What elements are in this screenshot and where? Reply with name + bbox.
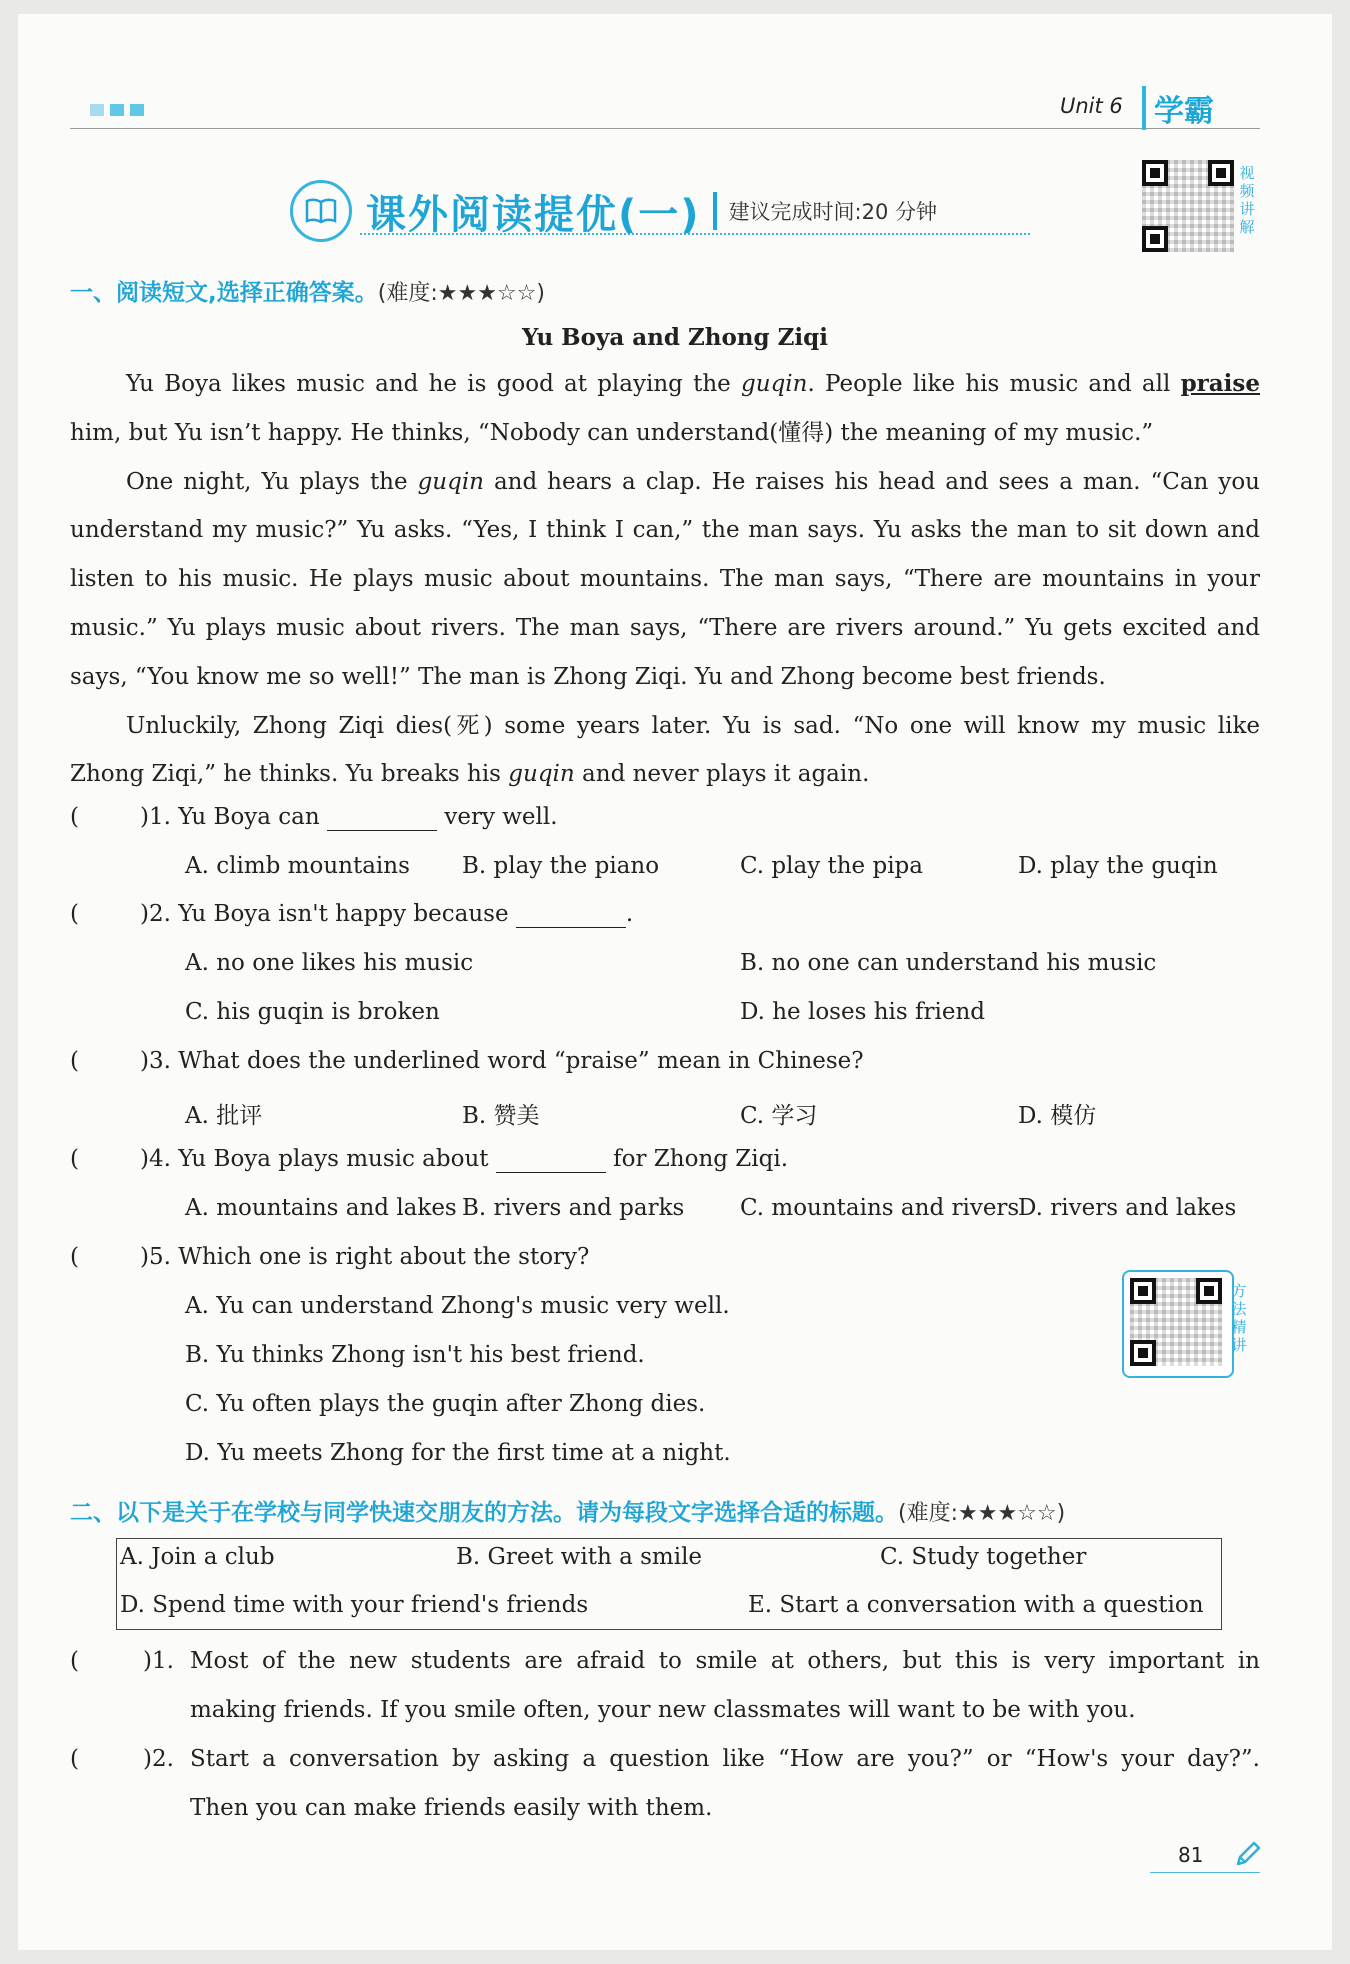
option-2b[interactable]: B. no one can understand his music: [740, 950, 1157, 976]
story-paragraph-3: Unluckily, Zhong Ziqi dies(死) some years later. Yu is sad. “No one will know my music like Zhong Ziqi,” he thinks. Yu breaks his guqin and never plays it again.: [70, 712, 1260, 788]
answer-bracket[interactable]: (: [70, 1244, 79, 1270]
heading-option-a: A. Join a club: [120, 1544, 275, 1570]
brand-logo: 学霸: [1142, 86, 1214, 130]
question-1: )1. Yu Boya can very well.: [140, 804, 558, 830]
difficulty-rating: (难度:★★★☆☆): [377, 281, 545, 306]
option-5c[interactable]: C. Yu often plays the guqin after Zhong dies.: [185, 1391, 706, 1417]
story-title: Yu Boya and Zhong Ziqi: [522, 324, 828, 351]
question-4: )4. Yu Boya plays music about for Zhong Ziqi.: [140, 1146, 789, 1172]
option-5b[interactable]: B. Yu thinks Zhong isn't his best friend.: [185, 1342, 645, 1368]
story-paragraph-1: Yu Boya likes music and he is good at playing the guqin. People like his music and all praise him, but Yu isn’t happy. He thinks, “Nobody can understand(懂得) the meaning of my music.”: [70, 370, 1260, 446]
answer-blank[interactable]: [327, 804, 437, 831]
answer-bracket[interactable]: (: [70, 1146, 79, 1172]
option-5d[interactable]: D. Yu meets Zhong for the first time at a night.: [185, 1440, 731, 1466]
heading-option-c: C. Study together: [880, 1544, 1087, 1570]
header-marks: [90, 104, 144, 116]
option-2c[interactable]: C. his guqin is broken: [185, 999, 440, 1025]
passage-2-line-1: Start a conversation by asking a question like “How are you?” or “How's your day?”.: [190, 1746, 1260, 1772]
page-number: 81: [1178, 1843, 1204, 1867]
section1-heading: [70, 274, 545, 307]
option-4c[interactable]: C. mountains and rivers: [740, 1195, 1020, 1221]
answer-bracket[interactable]: (: [70, 901, 79, 927]
option-3b[interactable]: B. 赞美: [462, 1103, 540, 1129]
qr-code-icon[interactable]: [1142, 160, 1234, 252]
option-4b[interactable]: B. rivers and parks: [462, 1195, 685, 1221]
question-5: )5. Which one is right about the story?: [140, 1244, 590, 1270]
answer-bracket[interactable]: (: [70, 1648, 79, 1674]
option-1d[interactable]: D. play the guqin: [1018, 853, 1218, 879]
question-3: )3. What does the underlined word “praise” mean in Chinese?: [140, 1048, 864, 1074]
heading-option-b: B. Greet with a smile: [456, 1544, 703, 1570]
qr-label-method: 方法精讲: [1231, 1282, 1247, 1354]
qr-label-video: 视频讲解: [1239, 164, 1255, 236]
option-2a[interactable]: A. no one likes his music: [185, 950, 474, 976]
story-text: [70, 360, 1260, 799]
title-dotted-line: [360, 233, 1030, 235]
page-number-rule: [1150, 1872, 1260, 1873]
unit-label: Unit 6: [1060, 94, 1123, 118]
passage-1-number: )1.: [143, 1648, 174, 1674]
option-4a[interactable]: A. mountains and lakes: [185, 1195, 457, 1221]
book-icon: [290, 180, 352, 242]
difficulty-rating: (难度:★★★☆☆): [898, 1501, 1066, 1526]
option-1c[interactable]: C. play the pipa: [740, 853, 923, 879]
section2-heading: [70, 1494, 1065, 1527]
passage-1-line-1: Most of the new students are afraid to smile at others, but this is very important in: [190, 1648, 1260, 1674]
time-note: 建议完成时间:20 分钟: [728, 200, 938, 224]
heading-option-e: E. Start a conversation with a question: [748, 1592, 1204, 1618]
qr-code-icon[interactable]: [1130, 1278, 1222, 1366]
pencil-icon: [1234, 1840, 1262, 1872]
heading-option-d: D. Spend time with your friend's friends: [120, 1592, 589, 1618]
story-paragraph-2: One night, Yu plays the guqin and hears a clap. He raises his head and sees a man. “Can you understand my music?” Yu asks. “Yes, I think I can,” the man says. Yu asks the man to sit down and listen to his music. He plays music about mountains. The man says, “There are mountains in your music.” Yu plays music about rivers. The man says, “There are rivers around.” Yu gets excited and says, “You know me so well!” The man is Zhong Ziqi. Yu and Zhong become best friends.: [70, 468, 1260, 690]
section2-heading-text: 二、以下是关于在学校与同学快速交朋友的方法。请为每段文字选择合适的标题。: [70, 1500, 898, 1526]
title-divider: [713, 192, 717, 230]
passage-1-line-2: making friends. If you smile often, your new classmates will want to be with you.: [190, 1697, 1136, 1723]
answer-bracket[interactable]: (: [70, 804, 79, 830]
option-3d[interactable]: D. 模仿: [1018, 1103, 1097, 1129]
answer-bracket[interactable]: (: [70, 1048, 79, 1074]
answer-bracket[interactable]: (: [70, 1746, 79, 1772]
option-1a[interactable]: A. climb mountains: [185, 853, 410, 879]
option-3c[interactable]: C. 学习: [740, 1103, 818, 1129]
page-title: 课外阅读提优(一): [366, 191, 701, 238]
passage-2-line-2: Then you can make friends easily with them.: [190, 1795, 713, 1821]
question-2: )2. Yu Boya isn't happy because .: [140, 901, 634, 927]
option-1b[interactable]: B. play the piano: [462, 853, 660, 879]
option-5a[interactable]: A. Yu can understand Zhong's music very well.: [185, 1293, 730, 1319]
section1-heading-text: 一、阅读短文,选择正确答案。: [70, 280, 378, 306]
option-2d[interactable]: D. he loses his friend: [740, 999, 986, 1025]
passage-2-number: )2.: [143, 1746, 174, 1772]
option-3a[interactable]: A. 批评: [185, 1103, 263, 1129]
option-4d[interactable]: D. rivers and lakes: [1018, 1195, 1237, 1221]
answer-blank[interactable]: [496, 1146, 606, 1173]
header-rule: [70, 128, 1260, 129]
answer-blank[interactable]: [516, 901, 626, 928]
